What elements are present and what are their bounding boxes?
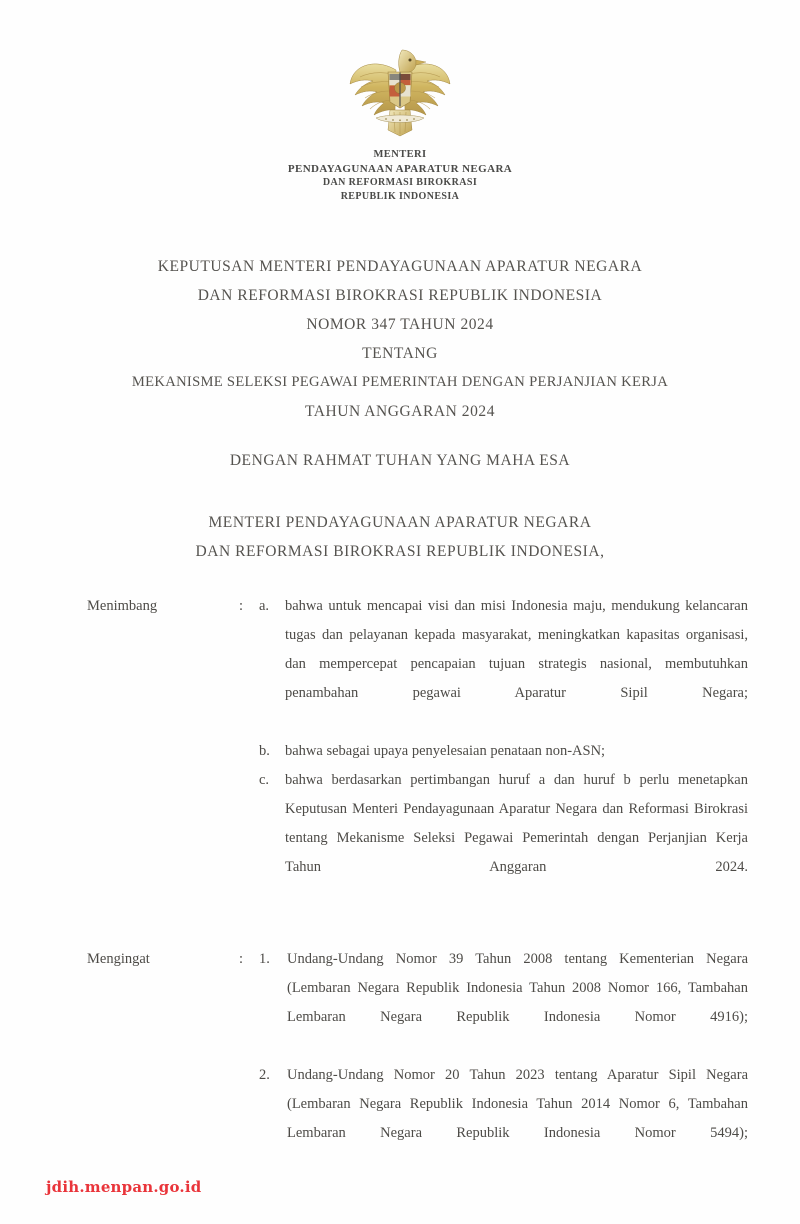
item-marker: b.	[259, 743, 270, 759]
clause-item	[259, 945, 748, 1061]
clause-menimbang	[87, 592, 748, 911]
signer-line-1: MENTERI PENDAYAGUNAAN APARATUR NEGARA	[208, 514, 592, 531]
item-marker: c.	[259, 772, 270, 788]
clause-item-list	[259, 945, 748, 1177]
item-text: bahwa berdasarkan pertimbangan huruf a dan huruf b perlu menetapkan Keputusan Menteri Pendayagunaan Aparatur Negara dan Reformasi Birokrasi tentang Mekanisme Seleksi Pegawai Pemerintah dengan Perjanjian Kerja Tahun Anggaran 2024.	[285, 772, 748, 875]
garuda-pancasila-emblem	[346, 36, 454, 140]
clause-colon: :	[239, 951, 244, 967]
item-marker: a.	[259, 598, 270, 614]
clause-item	[259, 592, 748, 737]
item-text: bahwa sebagai upaya penyelesaian penataan non-ASN;	[285, 743, 606, 759]
jdih-watermark: jdih.menpan.go.id	[46, 1178, 202, 1196]
title-line-2: DAN REFORMASI BIROKRASI REPUBLIK INDONESIA	[197, 287, 603, 304]
about-label: TENTANG	[362, 345, 438, 362]
item-marker: 1.	[259, 951, 270, 967]
item-text: Undang-Undang Nomor 39 Tahun 2008 tentang Kementerian Negara (Lembaran Negara Republik Indonesia Tahun 2008 Nomor 166, Tambahan Lembaran Negara Republik Indonesia Nomor 4916);	[287, 951, 748, 1025]
item-text: bahwa untuk mencapai visi dan misi Indonesia maju, mendukung kelancaran tugas dan pelayanan kepada masyarakat, meningkatkan kapasitas organisasi, dan mempercepat pencapaian tujuan strategis nasional, membutuhkan penambahan pegawai Aparatur Sipil Negara;	[285, 598, 748, 701]
subject-line-2: TAHUN ANGGARAN 2024	[304, 403, 496, 420]
item-text: Undang-Undang Nomor 20 Tahun 2023 tentang Aparatur Sipil Negara (Lembaran Negara Republik Indonesia Tahun 2014 Nomor 6, Tambahan Lembaran Negara Republik Indonesia Nomor 5494);	[287, 1067, 748, 1141]
clause-item-list	[259, 592, 748, 911]
signer-block	[0, 508, 800, 566]
item-marker: 2.	[259, 1067, 270, 1083]
clause-label: Menimbang	[87, 598, 158, 614]
clause-mengingat	[87, 945, 748, 1177]
clause-item	[259, 737, 748, 766]
clause-colon: :	[239, 598, 244, 614]
decree-number: NOMOR 347 TAHUN 2024	[306, 316, 494, 333]
invocation-line: DENGAN RAHMAT TUHAN YANG MAHA ESA	[229, 452, 571, 469]
clause-label: Mengingat	[87, 951, 150, 967]
subject-line-1: MEKANISME SELEKSI PEGAWAI PEMERINTAH DENGAN PERJANJIAN KERJA	[131, 374, 669, 390]
clause-item	[259, 1061, 748, 1177]
ministry-header-line-1: MENTERI	[373, 149, 427, 160]
ministry-header	[0, 148, 800, 203]
ministry-header-line-2: PENDAYAGUNAAN APARATUR NEGARA	[287, 162, 513, 175]
signer-line-2: DAN REFORMASI BIROKRASI REPUBLIK INDONESIA,	[195, 543, 605, 560]
emblem-container	[0, 36, 800, 140]
clause-item	[259, 766, 748, 911]
ministry-header-line-4: REPUBLIK INDONESIA	[340, 190, 460, 202]
title-line-1: KEPUTUSAN MENTERI PENDAYAGUNAAN APARATUR NEGARA	[157, 258, 643, 275]
document-title-block	[0, 252, 800, 426]
ministry-header-line-3: DAN REFORMASI BIROKRASI	[322, 177, 478, 189]
